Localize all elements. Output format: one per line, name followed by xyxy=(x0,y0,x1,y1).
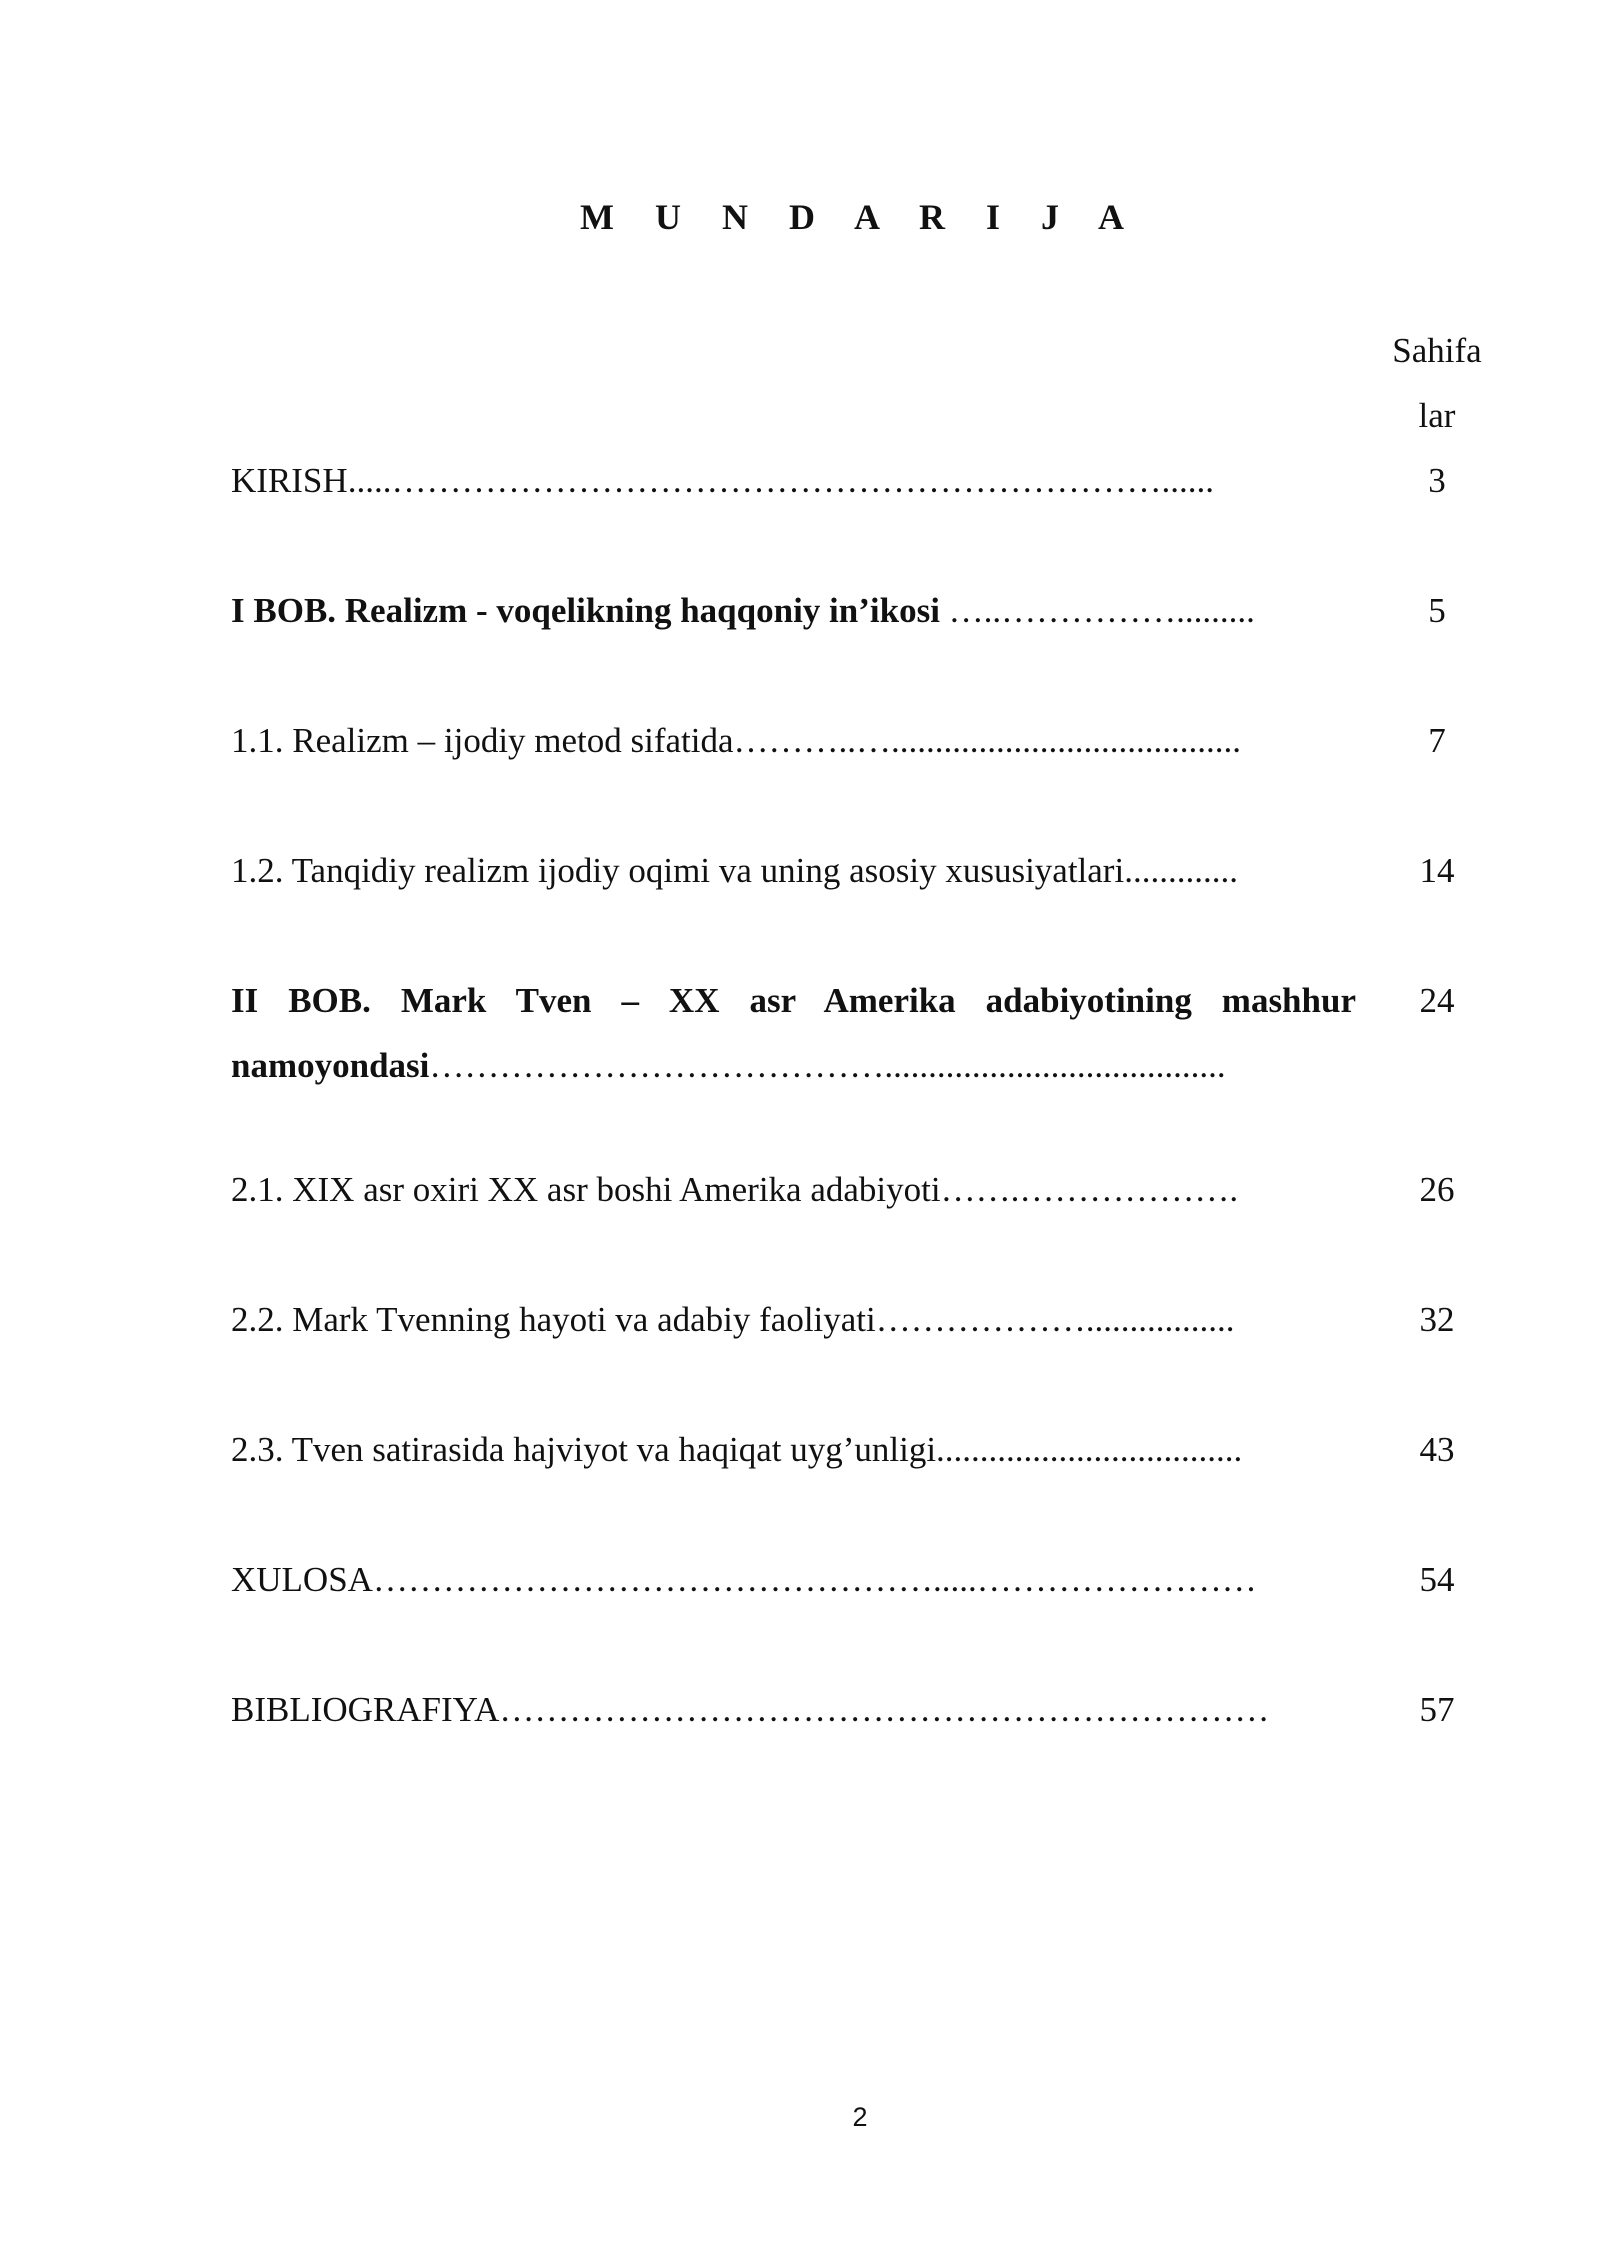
toc-entry-chapter-1[interactable] xyxy=(231,578,1356,643)
toc-dot-leader: ………………................. xyxy=(875,1300,1235,1339)
toc-dot-leader: …..……………......... xyxy=(939,591,1255,630)
toc-entry-section-1-1[interactable] xyxy=(231,708,1356,773)
toc-dot-leader: …………………………………....................................... xyxy=(429,1046,1226,1085)
toc-page-number: 3 xyxy=(1428,461,1446,500)
toc-dot-leader: ………..…........................................ xyxy=(733,721,1242,760)
toc-dot-leader: ................................... xyxy=(936,1430,1243,1469)
toc-entry-title: 2.2. Mark Tvenning hayoti va adabiy faoliyati xyxy=(231,1300,876,1339)
page-title: M U N D A R I J A xyxy=(579,197,1141,237)
toc-page-number: 54 xyxy=(1419,1560,1455,1599)
toc-dot-leader: ………………………………………….....…………………… xyxy=(372,1560,1257,1599)
toc-entry-section-2-3[interactable] xyxy=(231,1417,1356,1482)
toc-entry-title: 1.2. Tanqidiy realizm ijodiy oqimi va uning asosiy xususiyatlari xyxy=(231,851,1125,890)
toc-entry-section-1-2[interactable] xyxy=(231,838,1356,903)
toc-page-number: 26 xyxy=(1419,1170,1455,1209)
toc-dot-leader: ............. xyxy=(1124,851,1238,890)
toc-entry-title-line2-wrap xyxy=(231,1033,1356,1098)
toc-entry-title: KIRISH xyxy=(231,461,348,500)
toc-entry-title-line1: II BOB. Mark Tven – XX asr Amerika adabiyotining mashhur xyxy=(231,981,1356,1020)
toc-dot-leader: ………………………………………………………… xyxy=(499,1690,1270,1729)
toc-page-number: 57 xyxy=(1419,1690,1455,1729)
toc-entry-bibliografiya[interactable] xyxy=(231,1677,1356,1742)
toc-page-number: 32 xyxy=(1419,1300,1455,1339)
toc-entry-title: 2.3. Tven satirasida hajviyot va haqiqat uyg’unligi xyxy=(231,1430,937,1469)
page-footer-number: 2 xyxy=(852,2102,868,2132)
toc-entry-title-line2: namoyondasi xyxy=(231,1046,430,1085)
toc-entry-chapter-2[interactable] xyxy=(231,968,1356,1098)
toc-page-number: 14 xyxy=(1419,851,1455,890)
toc-entry-title: 2.1. XIX asr oxiri XX asr boshi Amerika adabiyoti xyxy=(231,1170,941,1209)
toc-page-number: 24 xyxy=(1419,981,1455,1020)
toc-entry-xulosa[interactable] xyxy=(231,1547,1356,1612)
page-column-header-line1: Sahifa xyxy=(1392,331,1482,370)
toc-entry-kirish[interactable] xyxy=(231,448,1356,513)
toc-entry-section-2-2[interactable] xyxy=(231,1287,1356,1352)
toc-dot-leader: .....…………………………………………………………...... xyxy=(347,461,1214,500)
toc-page-number: 43 xyxy=(1419,1430,1455,1469)
toc-entry-title: I BOB. Realizm - voqelikning haqqoniy in’ikosi xyxy=(231,591,940,630)
toc-entry-title: XULOSA xyxy=(231,1560,373,1599)
toc-entry-title: 1.1. Realizm – ijodiy metod sifatida xyxy=(231,721,734,760)
page-column-header-line2: lar xyxy=(1418,396,1456,435)
toc-page-number: 7 xyxy=(1428,721,1446,760)
toc-page-number: 5 xyxy=(1428,591,1446,630)
toc-dot-leader: …….………………. xyxy=(940,1170,1239,1209)
toc-entry-section-2-1[interactable] xyxy=(231,1157,1356,1222)
toc-entry-title: BIBLIOGRAFIYA xyxy=(231,1690,500,1729)
